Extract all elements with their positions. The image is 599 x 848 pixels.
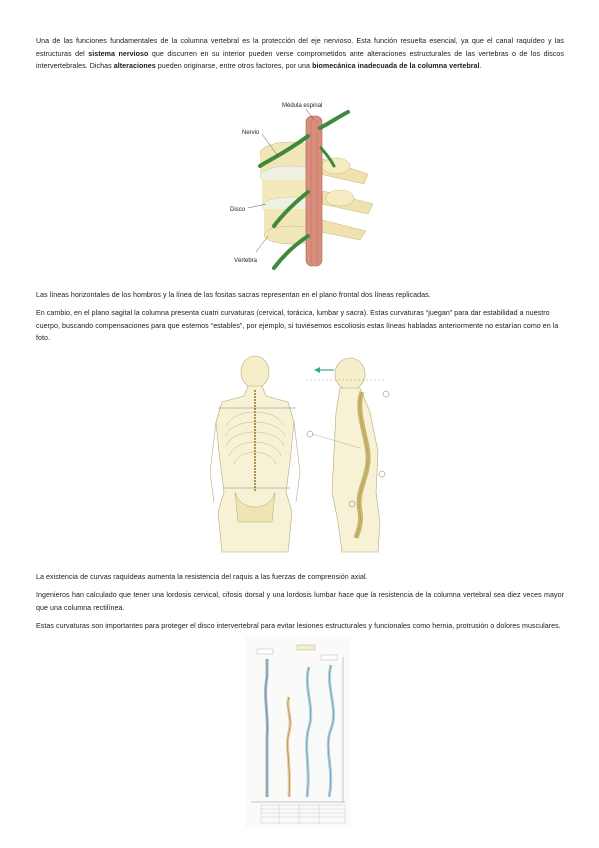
text-run: pueden originarse, entre otros factores, por una xyxy=(155,62,313,71)
paragraph-engineers: Ingenieros han calculado que tener una lordosis cervical, cifosis dorsal y una lordosis lumbar hace que la resistencia de la columna vertebral sea diez veces mayor que una columna rectilínea. xyxy=(36,591,564,612)
spinal-cord-illustration xyxy=(228,96,378,276)
paragraph-axial-resistance: La existencia de curvas raquídeas aumenta la resistencia del raquis a las fuerzas de comprensión axial. xyxy=(36,573,368,581)
paragraph-sagittal-plane: En cambio, en el plano sagital la columna presenta cuatri curvaturas (cervical, torácica, lumbar y sacra). Estas curvaturas “juegan” para dar estabilidad a nuestro cuerpo, buscando compensaciones para que estemos “estables”, por ejemplo, si tuviésemos escoliosis estas líneas habladas anteriormente no estarían como en la foto. xyxy=(36,309,559,343)
paragraph-intro xyxy=(36,35,564,73)
paragraph-curvature-importance: Estas curvaturas son importantes para proteger el disco intervertebral para evitar lesiones estructurales y funcionales como hernia, protrusión o dolores musculares. xyxy=(36,622,561,630)
bold-run: sistema nervioso xyxy=(88,49,149,58)
text-run: . xyxy=(479,62,482,71)
label-medula: Médula espinal xyxy=(282,103,323,109)
label-vertebra: Vértebra xyxy=(234,258,258,264)
label-nervio: Nervio xyxy=(242,130,260,136)
text-run: Una de las funciones fundamentales de la columna vertebral es la protección del eje nervioso. Esta función resuelta esencial, ya que el canal raquídeo y las estructuras del xyxy=(36,37,564,58)
bold-run: alteraciones xyxy=(113,62,156,71)
spine-curvature-diagram xyxy=(245,637,350,827)
text-run: que discurren en su interior pueden verse comprometidos ante alteraciones estructurales de las vertebras o de los discos intervertebrales. Dichas xyxy=(36,49,564,71)
paragraph-frontal-plane: Las líneas horizontales de los hombros y la línea de las fositas sacras representan en el plano frontal dos líneas replicadas. xyxy=(36,291,431,299)
posture-illustration xyxy=(210,352,395,554)
bold-run: biomecánica inadecuada de la columna vertebral xyxy=(312,62,480,71)
label-disco: Disco xyxy=(230,207,246,213)
